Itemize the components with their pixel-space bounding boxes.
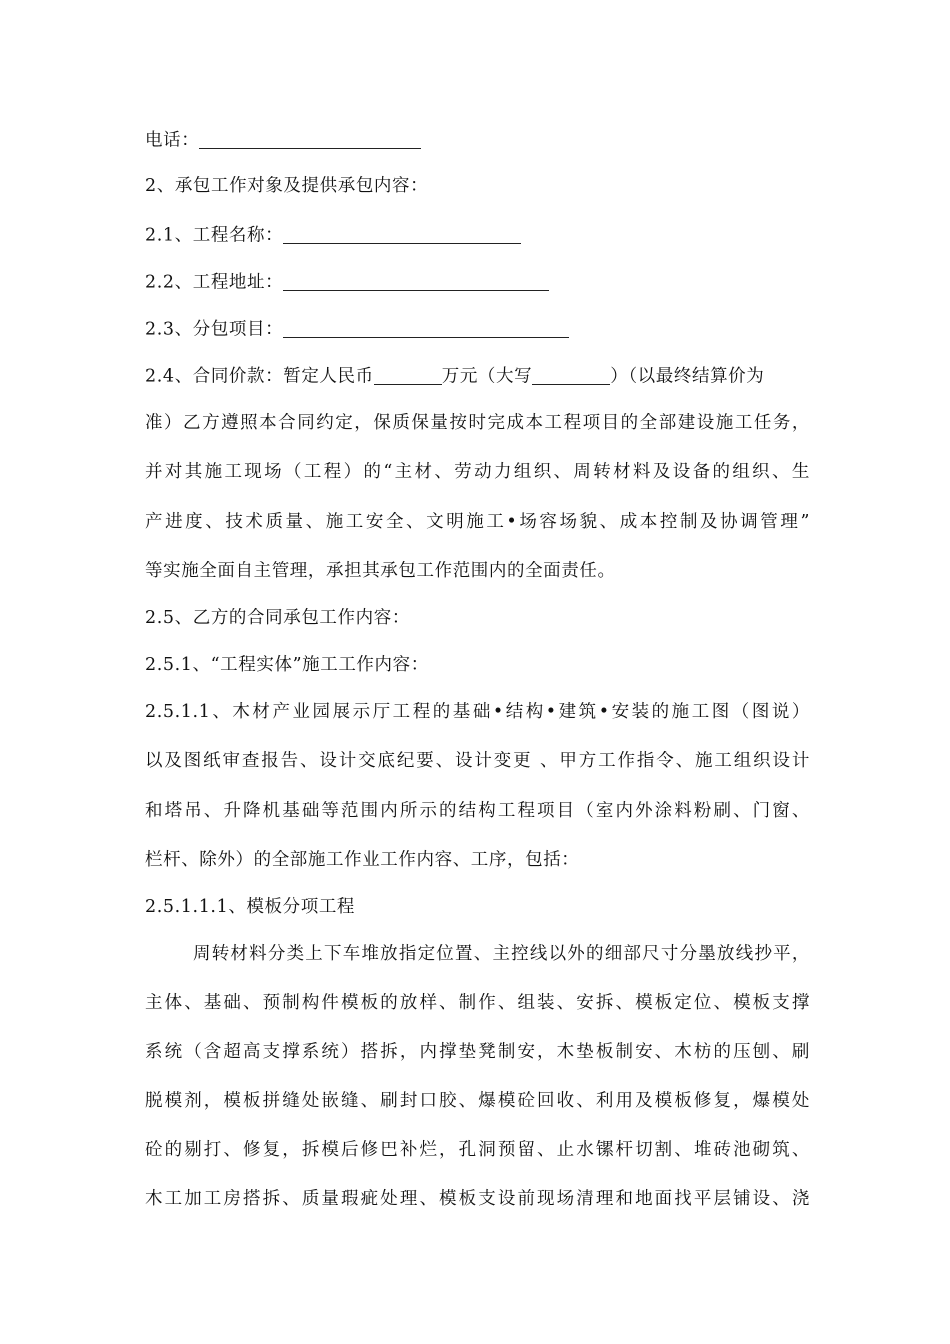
project-address-label: 2.2、工程地址： xyxy=(145,272,284,293)
paragraph-line: 脱模剂，模板拼缝处嵌缝、刷封口胶、爆模砼回收、利用及模板修复，爆模处 xyxy=(145,1091,810,1111)
section-2-heading: 2、承包工作对象及提供承包内容： xyxy=(145,176,429,196)
paragraph-line: 产进度、技术质量、施工安全、文明施工•场容场貌、成本控制及协调管理” xyxy=(145,512,810,532)
paragraph-line: 和塔吊、升降机基础等范围内所示的结构工程项目（室内外涂料粉刷、门窗、 xyxy=(145,801,810,821)
amount-blank xyxy=(374,366,442,385)
section-2-5-1-heading: 2.5.1、“工程实体”施工工作内容： xyxy=(145,655,429,675)
paragraph-line: 周转材料分类上下车堆放指定位置、主控线以外的细部尺寸分墨放线抄平， xyxy=(193,944,810,964)
paragraph-line: 以及图纸审查报告、设计交底纪要、设计变更 、甲方工作指令、施工组织设计 xyxy=(145,751,810,771)
paragraph-line: 砼的剔打、修复，拆模后修巴补烂，孔洞预留、止水镙杆切割、堆砖池砌筑、 xyxy=(145,1140,810,1160)
subcontract-item-line xyxy=(145,319,569,339)
paragraph-line: 系统（含超高支撑系统）搭拆，内撑垫凳制安，木垫板制安、木枋的压刨、刷 xyxy=(145,1042,810,1062)
phone-line xyxy=(145,130,421,150)
paragraph-line: 主体、基础、预制构件模板的放样、制作、组装、安拆、模板定位、模板支撑 xyxy=(145,993,810,1013)
contract-price-line xyxy=(145,366,764,386)
section-2-5-heading: 2.5、乙方的合同承包工作内容： xyxy=(145,608,410,628)
contract-price-part-1: 2.4、合同价款：暂定人民币 xyxy=(145,366,374,387)
paragraph-line: 栏杆、除外）的全部施工作业工作内容、工序，包括： xyxy=(145,850,580,870)
contract-price-part-2: 万元（大写 xyxy=(441,366,533,387)
subcontract-item-blank xyxy=(283,319,569,338)
paragraph-line: 2.5.1.1、木材产业园展示厅工程的基础•结构•建筑•安装的施工图（图说） xyxy=(145,702,810,722)
amount-words-blank xyxy=(532,366,610,385)
project-name-blank xyxy=(283,225,521,244)
project-name-label: 2.1、工程名称： xyxy=(145,225,284,246)
paragraph-line: 木工加工房搭拆、质量瑕疵处理、模板支设前现场清理和地面找平层铺设、浇 xyxy=(145,1189,810,1209)
paragraph-line: 准）乙方遵照本合同约定，保质保量按时完成本工程项目的全部建设施工任务， xyxy=(145,413,810,433)
contract-price-part-3: ）（以最终结算价为 xyxy=(610,366,765,387)
phone-blank xyxy=(199,130,421,149)
subcontract-item-label: 2.3、分包项目： xyxy=(145,319,284,340)
project-address-blank xyxy=(283,272,549,291)
section-2-5-1-1-1-heading: 2.5.1.1.1、模板分项工程 xyxy=(145,897,356,917)
paragraph-line: 并对其施工现场（工程）的“主材、劳动力组织、周转材料及设备的组织、生 xyxy=(145,462,810,482)
project-name-line xyxy=(145,225,521,245)
project-address-line xyxy=(145,272,549,292)
paragraph-line: 等实施全面自主管理，承担其承包工作范围内的全面责任。 xyxy=(145,561,616,581)
phone-label: 电话： xyxy=(145,130,200,151)
